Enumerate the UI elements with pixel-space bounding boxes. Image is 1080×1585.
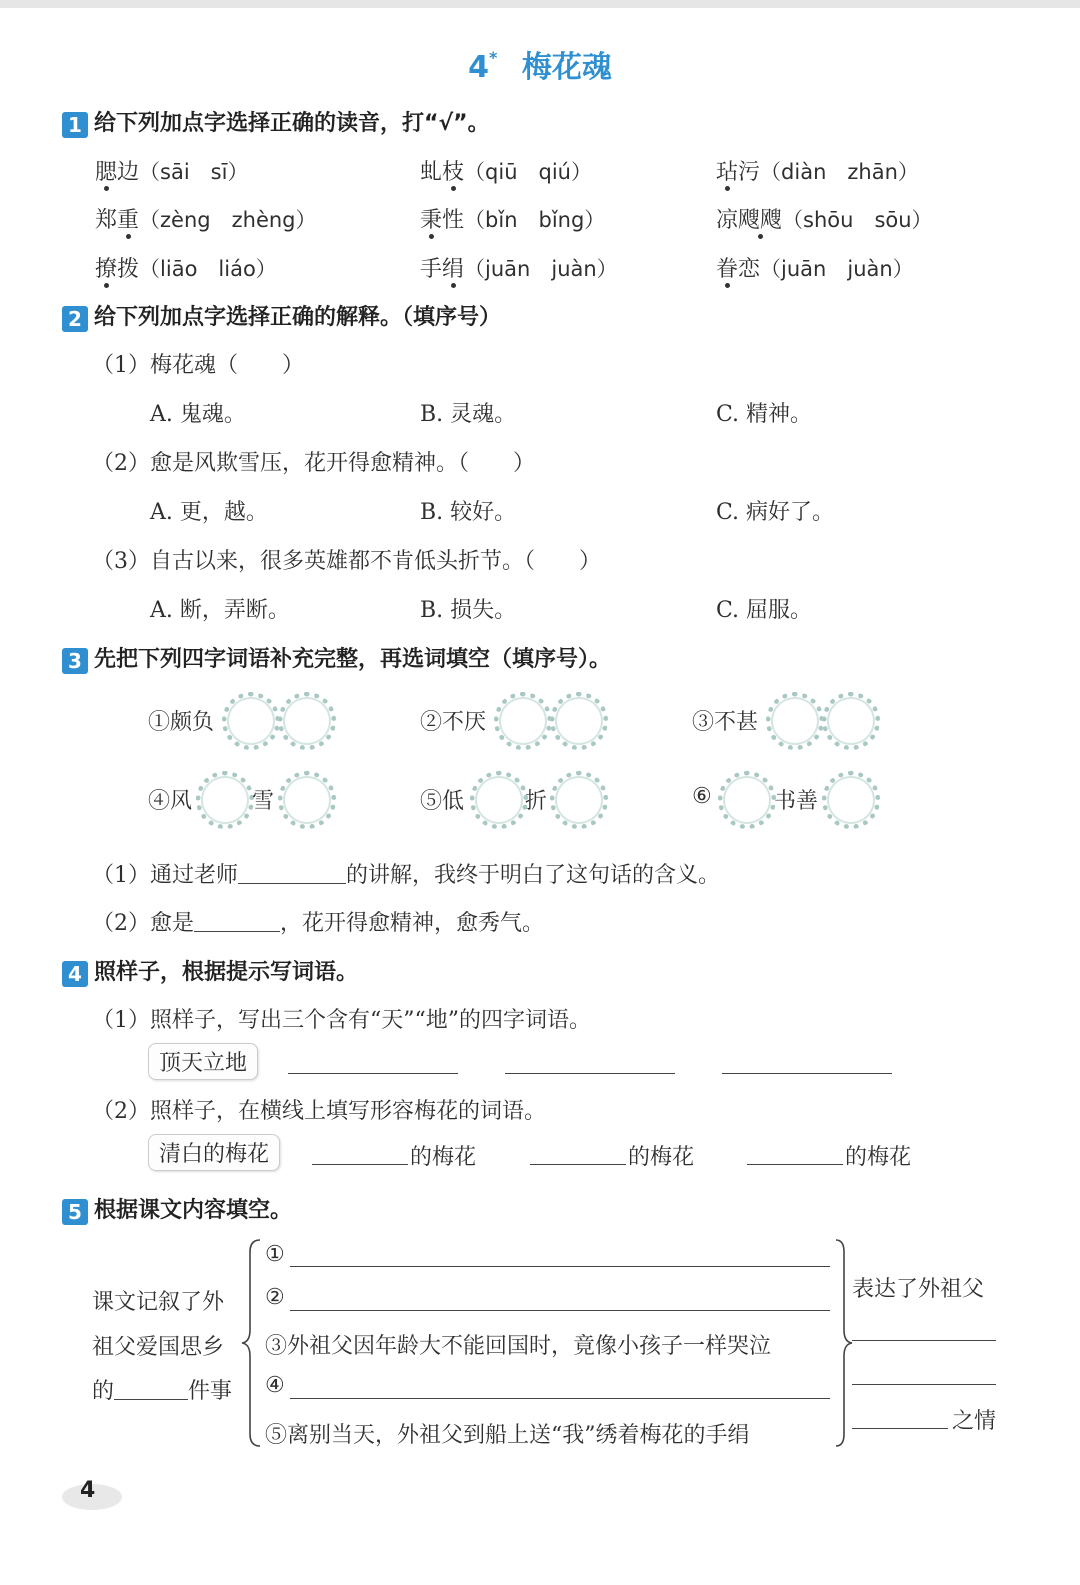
s1-item-4-pinyin[interactable]: （zèng zhèng） <box>139 208 317 232</box>
s1-item-7-pinyin[interactable]: （liāo liáo） <box>139 257 277 281</box>
s1-item-6-pinyin[interactable]: （shōu sōu） <box>782 208 933 232</box>
s3-fill-2-suffix: ，花开得愈精神，愈秀气。 <box>280 911 545 936</box>
s2-q1-option-a: A. 鬼魂。 <box>150 402 246 427</box>
s1-item-3-word: 污 <box>738 160 761 185</box>
idiom-2-text: ②不厌 <box>420 710 487 735</box>
s1-item-2-dotted: 枝 <box>442 160 465 185</box>
s1-item-6 <box>716 203 933 234</box>
section-2-heading-text: 给下列加点字选择正确的解释。（填序号） <box>94 305 502 330</box>
s1-item-9 <box>716 252 914 283</box>
s1-item-4 <box>95 203 317 234</box>
s5-right-blank-2[interactable] <box>852 1384 996 1385</box>
s4-question-1: （1）照样子，写出三个含有“天”“地”的四字词语。 <box>92 1008 591 1033</box>
s1-item-2 <box>420 155 592 186</box>
idiom-3-blank-2[interactable] <box>822 692 880 750</box>
s4-q1-blank-3[interactable] <box>722 1073 892 1074</box>
section-4-heading-text: 照样子，根据提示写词语。 <box>94 960 359 985</box>
section-3-badge: 3 <box>62 648 88 674</box>
s3-fill-2 <box>92 906 544 937</box>
s5-right-line-4: 之情 <box>952 1409 997 1434</box>
idiom-4-text-a: ④风 <box>148 789 193 814</box>
s5-event-2-blank[interactable] <box>290 1310 830 1311</box>
s1-item-4-dotted: 重 <box>117 208 140 233</box>
section-5-badge: 5 <box>62 1199 88 1225</box>
s1-item-2-pre: 虬 <box>420 160 443 185</box>
s2-q2-option-a: A. 更，越。 <box>150 500 268 525</box>
s1-item-1-pinyin[interactable]: （sāi sī） <box>139 160 249 184</box>
s1-item-5-word: 性 <box>442 208 465 233</box>
s5-left-line-1: 课文记叙了外 <box>92 1290 225 1315</box>
s1-item-7-dotted: 撩 <box>95 257 118 282</box>
idiom-4-blank-1[interactable] <box>196 771 254 829</box>
s5-right-blank-3[interactable] <box>852 1428 948 1429</box>
s5-event-1-label: ① <box>265 1242 285 1267</box>
idiom-5-text-a: ⑤低 <box>420 789 465 814</box>
s4-q2-blank-3[interactable] <box>747 1164 843 1165</box>
s1-item-3 <box>716 155 919 186</box>
s5-left-line-2: 祖父爱国思乡 <box>92 1335 225 1360</box>
idiom-6-text-a: ⑥ <box>692 784 712 809</box>
section-2-badge: 2 <box>62 306 88 332</box>
s4-sample-1: 顶天立地 <box>148 1043 258 1080</box>
section-3-heading-text: 先把下列四字词语补充完整，再选词填空（填序号）。 <box>94 647 612 672</box>
section-2-heading <box>62 300 501 332</box>
section-4-heading <box>62 955 358 987</box>
idiom-1-text: ①颇负 <box>148 710 215 735</box>
s1-item-9-dotted: 眷 <box>716 257 739 282</box>
s3-fill-1-blank[interactable] <box>238 863 346 884</box>
idiom-2-blank-2[interactable] <box>550 692 608 750</box>
s1-item-7-word: 拨 <box>117 257 140 282</box>
s2-q3-option-b: B. 损失。 <box>420 598 517 623</box>
s1-item-8 <box>420 252 618 283</box>
idiom-1-blank-2[interactable] <box>278 692 336 750</box>
s1-item-6-dotted: 飕飕 <box>738 208 783 233</box>
s1-item-3-dotted: 玷 <box>716 160 739 185</box>
idiom-3-blank-1[interactable] <box>766 692 824 750</box>
section-1-badge: 1 <box>62 112 88 138</box>
title-text: 梅花魂 <box>521 50 612 85</box>
s5-left-line-3-suffix: 件事 <box>188 1379 233 1404</box>
title-mark: * <box>489 48 498 67</box>
s2-q1-option-c: C. 精神。 <box>716 402 813 427</box>
section-1-heading <box>62 106 490 138</box>
s3-fill-1-suffix: 的讲解，我终于明白了这句话的含义。 <box>346 863 721 888</box>
s5-right-blank-1[interactable] <box>852 1340 996 1341</box>
s5-left-line-3-prefix: 的 <box>92 1379 115 1404</box>
s4-sample-2: 清白的梅花 <box>148 1134 280 1171</box>
s2-q2-option-b: B. 较好。 <box>420 500 517 525</box>
s1-item-1 <box>95 155 248 186</box>
idiom-2-blank-1[interactable] <box>494 692 552 750</box>
s4-q2-blank-1[interactable] <box>312 1164 408 1165</box>
s1-item-5-dotted: 秉 <box>420 208 443 233</box>
title-number: 4 <box>468 50 490 85</box>
s5-event-4-blank[interactable] <box>290 1398 830 1399</box>
page-title <box>0 42 1080 86</box>
s5-right-line-1: 表达了外祖父 <box>852 1277 985 1302</box>
s2-q3-option-a: A. 断，弄断。 <box>150 598 290 623</box>
s1-item-6-pre: 凉 <box>716 208 739 233</box>
idiom-4-blank-2[interactable] <box>278 771 336 829</box>
s1-item-8-pre: 手 <box>420 257 443 282</box>
s5-event-1-blank[interactable] <box>290 1266 830 1267</box>
section-1-heading-text: 给下列加点字选择正确的读音，打“√”。 <box>94 111 490 136</box>
s5-event-3: ③外祖父因年龄大不能回国时，竟像小孩子一样哭泣 <box>265 1334 772 1359</box>
section-5-heading <box>62 1193 292 1225</box>
section-5-heading-text: 根据课文内容填空。 <box>94 1198 293 1223</box>
s4-q2-suffix-1: 的梅花 <box>410 1145 477 1170</box>
s2-question-2[interactable]: （2）愈是风欺雪压，花开得愈精神。（ ） <box>92 451 535 476</box>
section-4-badge: 4 <box>62 961 88 987</box>
s2-q2-option-c: C. 病好了。 <box>716 500 835 525</box>
s1-item-4-pre: 郑 <box>95 208 118 233</box>
s2-q3-option-c: C. 屈服。 <box>716 598 813 623</box>
idiom-6-blank-2[interactable] <box>822 771 880 829</box>
s4-q2-suffix-3: 的梅花 <box>845 1145 912 1170</box>
s5-event-4-label: ④ <box>265 1373 285 1398</box>
s3-fill-2-blank[interactable] <box>194 911 280 932</box>
s4-q1-blank-2[interactable] <box>505 1073 675 1074</box>
s1-item-7 <box>95 252 277 283</box>
s1-item-3-pinyin[interactable]: （diàn zhān） <box>760 160 919 184</box>
s4-q2-blank-2[interactable] <box>530 1164 626 1165</box>
s4-q2-suffix-2: 的梅花 <box>628 1145 695 1170</box>
s5-count-blank[interactable] <box>114 1379 188 1400</box>
s3-fill-2-prefix: （2）愈是 <box>92 911 194 936</box>
top-border <box>0 0 1080 8</box>
s4-question-2: （2）照样子，在横线上填写形容梅花的词语。 <box>92 1099 546 1124</box>
idiom-6-text-b: 书善 <box>774 789 819 814</box>
s2-q1-option-b: B. 灵魂。 <box>420 402 517 427</box>
s1-item-5-pinyin[interactable]: （bǐn bǐng） <box>464 208 606 232</box>
s5-event-2-label: ② <box>265 1285 285 1310</box>
s5-left-line-3 <box>92 1374 232 1405</box>
s1-item-9-pinyin[interactable]: （juān juàn） <box>760 257 914 281</box>
idiom-1-blank-1[interactable] <box>222 692 280 750</box>
section-3-heading <box>62 642 611 674</box>
s1-item-8-pinyin[interactable]: （juān juàn） <box>464 257 618 281</box>
s1-item-9-word: 恋 <box>738 257 761 282</box>
s3-fill-1 <box>92 858 720 889</box>
s5-event-5: ⑤离别当天，外祖父到船上送“我”绣着梅花的手绢 <box>265 1423 750 1448</box>
idiom-5-blank-1[interactable] <box>470 771 528 829</box>
idiom-3-text: ③不甚 <box>692 710 759 735</box>
s3-fill-1-prefix: （1）通过老师 <box>92 863 238 888</box>
right-brace <box>834 1238 854 1448</box>
s2-question-1[interactable]: （1）梅花魂（ ） <box>92 353 304 378</box>
s1-item-1-dotted: 腮 <box>95 160 118 185</box>
idiom-5-text-b: 折 <box>525 789 548 814</box>
s1-item-8-dotted: 绢 <box>442 257 465 282</box>
idiom-4-text-b: 雪 <box>252 789 275 814</box>
s1-item-2-pinyin[interactable]: （qiū qiú） <box>464 160 592 184</box>
s1-item-1-word: 边 <box>117 160 140 185</box>
page-number: 4 <box>80 1478 96 1503</box>
idiom-5-blank-2[interactable] <box>550 771 608 829</box>
idiom-6-blank-1[interactable] <box>718 771 776 829</box>
s2-question-3[interactable]: （3）自古以来，很多英雄都不肯低头折节。（ ） <box>92 549 601 574</box>
left-brace <box>240 1238 264 1448</box>
s4-q1-blank-1[interactable] <box>288 1073 458 1074</box>
s1-item-5 <box>420 203 605 234</box>
